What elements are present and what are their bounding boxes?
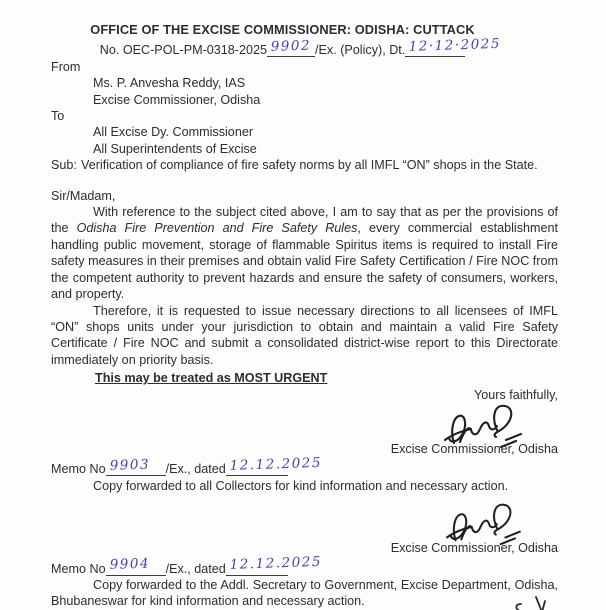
memo2-suffix: /Ex., dated [165, 561, 226, 576]
memo1-date-handwritten: 12.12.2025 [229, 454, 323, 474]
memo1-date-blank [226, 454, 323, 476]
memo1-suffix: /Ex., dated [165, 462, 226, 477]
memo2-number-handwritten: 9904 [109, 555, 150, 574]
ref-date-blank [405, 35, 502, 57]
memo-line-1 [51, 454, 558, 477]
from-label: From [51, 59, 81, 74]
subject-row [51, 157, 558, 173]
memo2-number-blank [106, 555, 166, 576]
memo2-date-blank [226, 553, 323, 576]
para1-italic-rules-title: Odisha Fire Prevention and Fire Safety Rules [76, 221, 358, 236]
from-line: Excise Commissioner, Odisha [93, 92, 261, 107]
memo1-number-handwritten: 9903 [109, 456, 150, 474]
partial-signature-scribble [512, 595, 554, 610]
from-line: Ms. P. Anvesha Reddy, IAS [93, 76, 246, 91]
urgent-notice: This may be treated as MOST URGENT [95, 371, 328, 386]
ref-suffix: /Ex. (Policy), Dt. [315, 43, 406, 58]
valediction: Yours faithfully, [473, 387, 558, 402]
reference-line [51, 35, 514, 58]
memo1-label: Memo No [51, 462, 106, 477]
body-paragraph-2: Therefore, it is requested to issue necessary directions to all licensees of IMFL “ON” shops units under your jurisdiction to obtain and maintain a valid Fire Safety Certificate / Fire NOC and submit a consolidated district-wise report to this Directorate immediately on priority basis. [51, 303, 558, 367]
memo1-number-blank [106, 456, 166, 476]
ref-prefix: No. OEC-POL-PM-0318-2025 [99, 43, 268, 58]
to-line: All Excise Dy. Commissioner [93, 125, 254, 140]
memo2-label: Memo No [51, 561, 106, 576]
signatory-title-1: Excise Commissioner, Odisha [390, 441, 558, 456]
ref-number-handwritten: 9902 [270, 37, 312, 56]
to-label: To [51, 109, 65, 124]
memo2-date-handwritten: 12.12.2025 [229, 553, 323, 574]
subject-text: Verification of compliance of fire safety norms by all IMFL “ON” shops in the State. [81, 158, 538, 173]
ref-date-handwritten: 12·12·2025 [408, 35, 502, 56]
memo1-copy-text: Copy forwarded to all Collectors for kind information and necessary action. [93, 478, 509, 493]
salutation: Sir/Madam, [51, 188, 116, 203]
body-paragraph-1 [51, 204, 558, 302]
para1-text-continued: , every commercial establishment handling public movement, storage of flammable Spiritus items is required to install Fire safety measures in their premises and obtain valid Fire Safety Certification / Fire NOC from the competent authority to prevent hazards and ensure the safety of consumers, workers, and property. [51, 221, 558, 302]
letterhead [51, 22, 558, 59]
memo2-copy-text: Copy forwarded to the Addl. Secretary to Government, Excise Department, Odisha, Bhubaneswar for kind information and necessary action. [51, 577, 558, 609]
office-title: OFFICE OF THE EXCISE COMMISSIONER: ODISHA: CUTTACK [90, 22, 475, 37]
para1-text: With reference to the subject cited above, I am to say that as per the provisions of the [51, 205, 558, 236]
ref-number-blank [267, 37, 315, 57]
memo-line-2 [51, 553, 558, 577]
to-line: All Superintendents of Excise [93, 141, 257, 156]
subject-label: Sub: [51, 158, 77, 173]
signatory-title-2: Excise Commissioner, Odisha [390, 541, 558, 556]
